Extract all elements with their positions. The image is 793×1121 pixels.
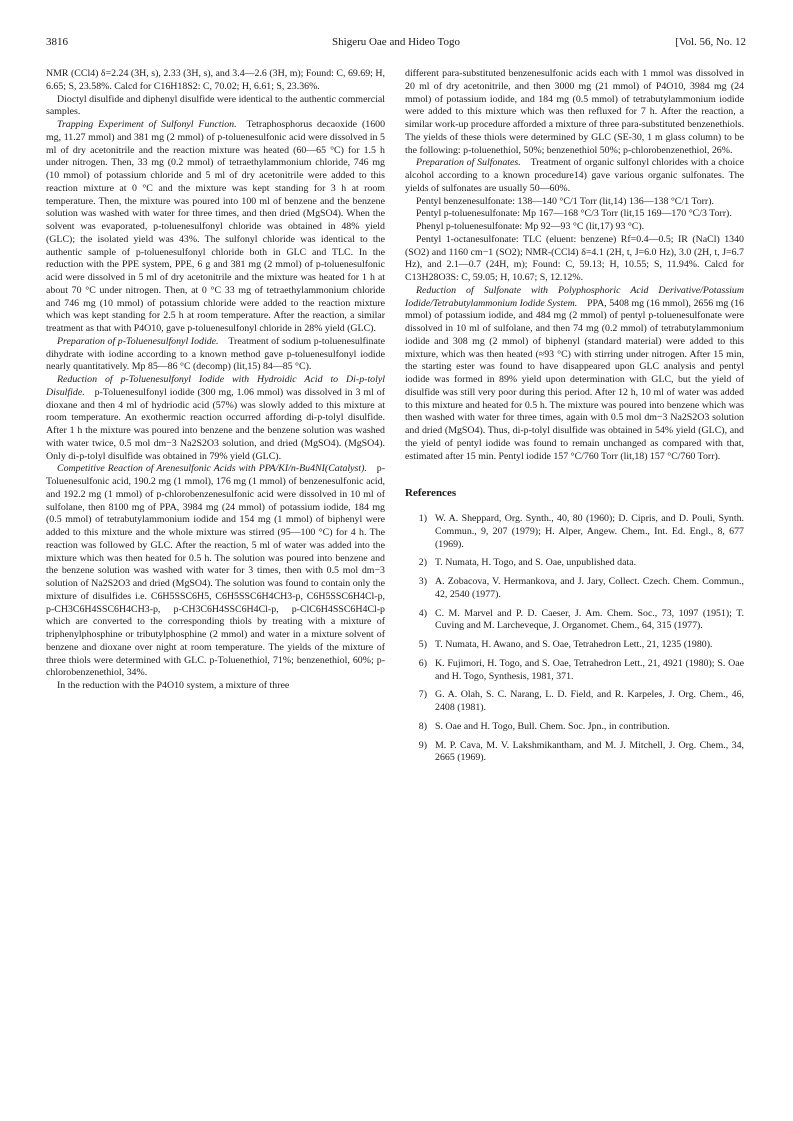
paragraph xyxy=(405,208,744,221)
paragraph-text: Pentyl benzenesulfonate: 138—140 °C/1 Torr (lit,14) 136—138 °C/1 Torr). xyxy=(416,195,714,207)
right-column xyxy=(405,68,744,771)
section-heading: Competitive Reaction of Arenesulfonic Acids with PPA/KI/n-Bu4NI(Catalyst). xyxy=(57,463,367,475)
paragraph xyxy=(405,68,744,157)
reference-text: G. A. Olah, S. C. Narang, L. D. Field, and R. Karpeles, J. Org. Chem., 46, 2408 (1981). xyxy=(435,689,744,713)
reference-number: 1) xyxy=(418,513,427,524)
reference-item xyxy=(405,721,744,734)
paragraph-text: Dioctyl disulfide and diphenyl disulfide were identical to the authentic commercial samples. xyxy=(46,93,385,118)
reference-text: W. A. Sheppard, Org. Synth., 40, 80 (1960); D. Cipris, and D. Pouli, Synth. Commun., 9, 207 (1979); H. Alper, Angew. Chem., Int. Ed. Engl., 8, 677 (1969). xyxy=(435,513,744,550)
paragraph-text: Treatment of sodium p-toluenesulfinate dihydrate with iodine according to a known method gave p-toluenesulfonyl iodide nearly quantitatively. Mp 85—86 °C (decomp) (lit,15) 84—85 °C). xyxy=(46,335,385,373)
running-header xyxy=(46,36,746,54)
reference-number: 5) xyxy=(418,639,427,650)
paragraph-text: p-Toluenesulfonyl iodide (300 mg, 1.06 mmol) was dissolved in 3 ml of dioxane and then 4 ml of hydriodic acid (57%) was slowly added to this mixture at room temperature. An exothermic reaction occurred affording di-p-tolyl disulfide. After 1 h the mixture was poured into benzene and the benzene solution was washed with water twice, 0.5 mol dm−3 Na2S2O3 solution, and dried (MgSO4). (MgSO4). Only di-p-tolyl disulfide was obtained in 79% yield (GLC). xyxy=(46,386,385,462)
paragraph-text: NMR (CCl4) δ=2.24 (3H, s), 2.33 (3H, s), and 3.4—2.6 (3H, m); Found: C, 69.69; H, 6.65; S, 23.58%. Calcd for C16H18S2: C, 70.02; H, 6.61; S, 23.36%. xyxy=(46,68,385,92)
paragraph xyxy=(46,374,385,463)
reference-text: S. Oae and H. Togo, Bull. Chem. Soc. Jpn., in contribution. xyxy=(435,720,670,732)
references-heading: References xyxy=(405,487,457,500)
reference-number: 8) xyxy=(418,720,427,732)
paragraph xyxy=(46,680,385,693)
reference-text: C. M. Marvel and P. D. Caeser, J. Am. Chem. Soc., 73, 1097 (1951); T. Cuving and M. Larcheveque, J. Organomet. Chem., 64, 315 (1977). xyxy=(435,607,744,632)
section-heading: Preparation of p-Toluenesulfonyl Iodide. xyxy=(57,335,219,347)
volume-issue: [Vol. 56, No. 12 xyxy=(675,36,746,48)
reference-text: T. Numata, H. Awano, and S. Oae, Tetrahedron Lett., 21, 1235 (1980). xyxy=(435,639,713,650)
reference-text: A. Zobacova, V. Hermankova, and J. Jary, Collect. Czech. Chem. Commun., 42, 2540 (1977). xyxy=(435,576,744,600)
reference-item xyxy=(405,639,744,652)
paragraph-text: different para-substituted benzenesulfonic acids each with 1 mmol was dissolved in 20 ml of dry acetonitrile, and then 3000 mg (21 mmol) of P4O10, 3984 mg (24 mmol) of potassium iodide, and 184 mg (0.5 mmol) of tetrabutylammonium iodide were added to this mixture which was then refluxed for 7 h. After the reaction, a similar work-up procedure afforded a mixture of three para-substituted benzenethiols. The yields of these thiols were determined by GLC (SE-30, 1 m glass column) to be the following: p-toluenethiol, 50%; benzenethiol 50%; p-chlorobenzenethiol, 26%. xyxy=(405,68,744,156)
paragraph-text: In the reduction with the P4O10 system, a mixture of three xyxy=(57,680,290,691)
reference-text: M. P. Cava, M. V. Lakshmikantham, and M. J. Mitchell, J. Org. Chem., 34, 2665 (1969). xyxy=(435,739,744,764)
reference-item xyxy=(405,576,744,602)
paragraph xyxy=(405,221,744,234)
paragraph xyxy=(46,463,385,680)
paragraph xyxy=(46,68,385,94)
paragraph-text: Treatment of organic sulfonyl chlorides with a choice alcohol according to a known procedure14) gave various organic sulfonates. The yields of sulfonates are usually 50—60%. xyxy=(405,157,744,194)
paragraph-text: Tetraphosphorus decaoxide (1600 mg, 11.27 mmol) and 381 mg (2 mmol) of p-toluenesulfonic acid were dissolved in 5 ml of dry acetonitrile and the reaction mixture was heated (60—65 °C) for 1.5 h under nitrogen. Then, 33 mg (0.2 mmol) of tetraethylammonium chloride, 746 mg (10 mmol) of potassium chloride and 5 ml of dry acetonitrile were added to this reaction mixture at 0 °C and the mixture was kept standing for 3 h at room temperature. Then, the mixture was poured into 100 ml of benzene and the benzene solution was washed with water for three times, and then dried (MgSO4). When the solvent was evaporated, p-toluenesulfonyl chloride was obtained in 48% yield (GLC); the isolated yield was 43%. The sulfonyl chloride was identical to the authentic sample of p-toluenesulfonyl chloride both in GLC and TLC. In the reduction with the PPE system, PPE, 6 g and 381 mg (2 mmol) of p-toluenesulfonic acid were dissolved in 5 ml of dry acetonitrile and the mixture was heated for 1 h at about 70 °C under nitrogen. Then, at 0 °C 33 mg of tetraethylammonium chloride and 746 mg (10 mmol) of potassium chloride were added to the reaction mixture which was kept standing for 2.5 h at room temperature. After the reaction, a similar treatment as that with P4O10, gave p-toluenesulfonyl chloride in 28% yield (GLC). xyxy=(46,119,386,334)
reference-text: T. Numata, H. Togo, and S. Oae, unpublished data. xyxy=(435,557,637,569)
section-heading: Reduction of p-Toluenesulfonyl Iodide with Hydroidic Acid to Di-p-tolyl Disulfide. xyxy=(46,374,385,398)
reference-item xyxy=(405,689,744,715)
reference-text: K. Fujimori, H. Togo, and S. Oae, Tetrahedron Lett., 21, 4921 (1980); S. Oae and H. Togo, Synthesis, 1981, 371. xyxy=(435,657,744,682)
reference-number: 4) xyxy=(418,607,427,619)
paragraph xyxy=(46,336,385,374)
section-heading: Reduction of Sulfonate with Polyphosphoric Acid Derivative/Potassium Iodide/Tetrabutylammonium Iodide System. xyxy=(405,284,744,309)
right-column-body xyxy=(405,68,744,463)
reference-item xyxy=(405,658,744,684)
paragraph xyxy=(405,234,744,285)
reference-list xyxy=(405,513,744,765)
paragraph-text: Pentyl p-toluenesulfonate: Mp 167—168 °C/3 Torr (lit,15 169—170 °C/3 Torr). xyxy=(416,208,732,220)
paragraph xyxy=(46,119,385,336)
paragraph-text: Phenyl p-toluenesulfonate: Mp 92—93 °C (lit,17) 93 °C). xyxy=(416,221,645,232)
paragraph xyxy=(405,285,744,464)
reference-item xyxy=(405,557,744,570)
running-authors: Shigeru Oae and Hideo Togo xyxy=(332,36,460,48)
section-heading: Trapping Experiment of Sulfonyl Function. xyxy=(57,119,237,130)
paragraph-text: PPA, 5408 mg (16 mmol), 2656 mg (16 mmol) of potassium iodide, and 484 mg (2 mmol) of pentyl p-toluenesulfonate were dissolved in 10 ml of sulfolane, and then 74 mg (0.2 mmol) of tetrabutylammonium iodide and 308 mg (2 mmol) of biphenyl (standard material) were added to this mixture, which was then heated (≈93 °C) with stirring under nitrogen. After 15 min, the starting ester was found to have disappeared upon GLC analysis and pentyl iodide was formed in 89% yield upon determination with GLC, but the yield of disulfide was still very poor during this period. After 12 h, 10 ml of water was added to this mixture and heated for 0.5 h. The mixture was poured into benzene which was then washed with water for three times, again with 0.5 mol dm−3 Na2S2O3 solution and dried (MgSO4). Thus, di-p-tolyl disulfide was obtained in 54% yield (GLC), and the yield of pentyl iodide was found to remain unchanged as compared with that, estimated after 15 min. Pentyl iodide 157 °C/760 Torr (lit,18) 157 °C/760 Torr). xyxy=(405,297,744,462)
paragraph xyxy=(405,196,744,209)
reference-number: 9) xyxy=(418,739,427,751)
left-column xyxy=(46,68,385,693)
reference-item xyxy=(405,608,744,634)
paragraph-text: p-Toluenesulfonic acid, 190.2 mg (1 mmol), 176 mg (1 mmol) of benzenesulfonic acid, and 192.2 mg (1 mmol) of p-chlorobenzenesulfonic acid were dissolved in 10 ml of sulfolane, then 8100 mg of PPA, 3984 mg (24 mmol) of potassium iodide, 184 mg (0.5 mmol) of tetrabutylammonium iodide and 154 mg (1 mmol) of biphenyl were added to this mixture and the whole mixture was stirred (95—100 °C) for 4 h. The reaction was followed by GLC. After the reaction, 5 ml of water was added into the mixture which was then heated for 0.5 h. The solution was poured into benzene and the benzene solution was washed with water for 3 times, then with 0.5 mol dm−3 solution of Na2S2O3 and dried (MgSO4). The solution was found to contain only the mixture of disulfides i.e. C6H5SSC6H5, C6H5SSC6H4CH3-p, C6H5SSC6H4Cl-p, p-CH3C6H4SSC6H4CH3-p, p-CH3C6H4SSC6H4Cl-p, p-ClC6H4SSC6H4Cl-p which are converted to the corresponding thiols by treating with a mixture of triphenylphosphine or tributylphosphine (2 mmol) and water in a mixture solvent of benzene and dioxane over night at room temperature. The yields of the mixture of three thiols were determined with GLC. p-Toluenethiol, 71%; benzenethiol, 60%; p-chlorobenzenethiol, 34%. xyxy=(46,463,385,679)
reference-item xyxy=(405,740,744,766)
paragraph xyxy=(405,157,744,195)
page-number: 3816 xyxy=(46,36,68,48)
paragraph xyxy=(46,94,385,120)
paragraph-text: Pentyl 1-octanesulfonate: TLC (eluent: benzene) Rf=0.4—0.5; IR (NaCl) 1340 (SO2) and 1160 cm−1 (SO2); NMR-(CCl4) δ=4.1 (2H, t, J=6.0 Hz), 3.0 (2H, t, J=6.7 Hz), and 2.1—0.7 (24H, m); Found: C, 59.13; H, 10.55; S, 11.94%. Calcd for C13H28O3S: C, 59.05; H, 10.67; S, 12.12%. xyxy=(405,233,744,283)
reference-number: 7) xyxy=(418,689,427,701)
reference-number: 3) xyxy=(418,576,427,587)
reference-item xyxy=(405,513,744,551)
section-heading: Preparation of Sulfonates. xyxy=(416,157,521,169)
reference-number: 6) xyxy=(418,657,427,669)
reference-number: 2) xyxy=(418,557,427,569)
